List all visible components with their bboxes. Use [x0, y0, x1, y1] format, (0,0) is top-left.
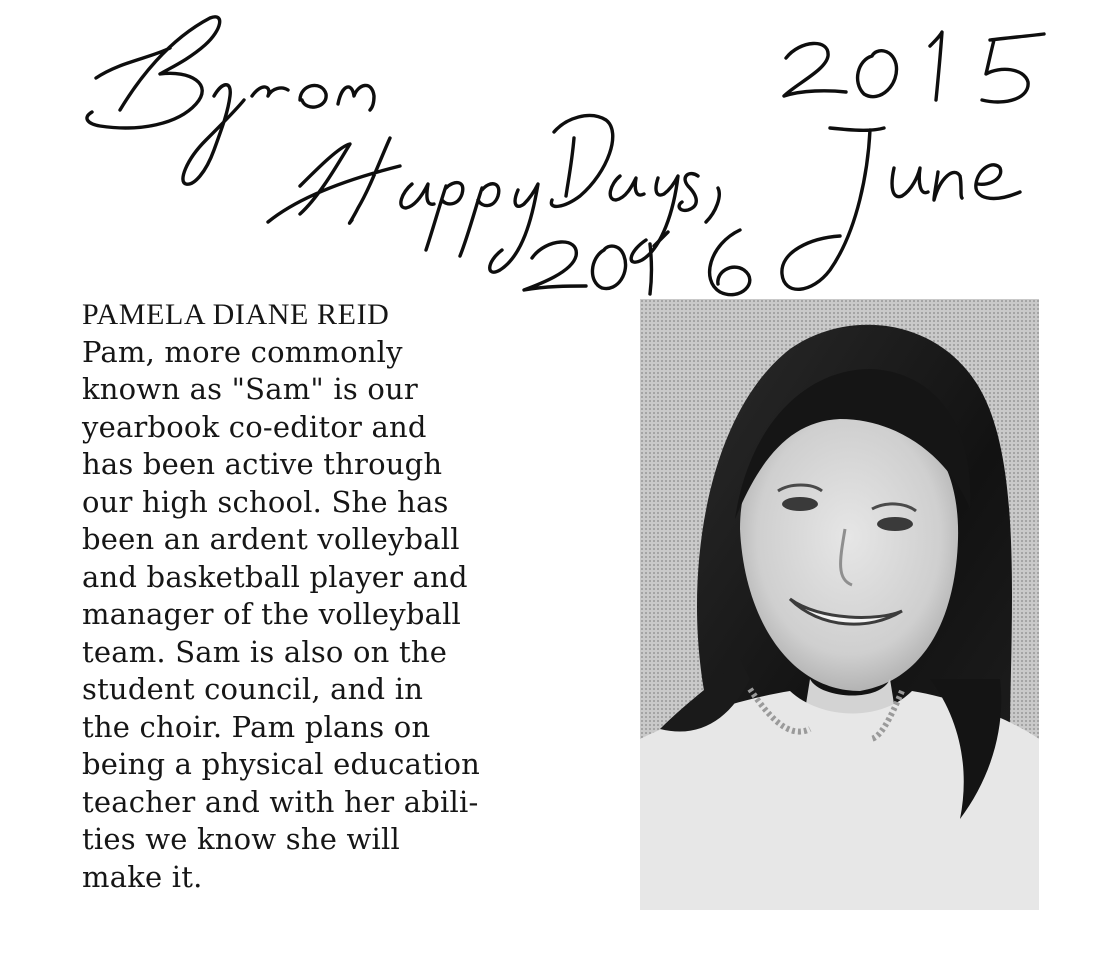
student-name: PAMELA DIANE REID — [82, 298, 390, 331]
portrait-photo — [640, 299, 1039, 910]
bio-line: team. Sam is also on the — [82, 634, 448, 669]
signature-strokes — [0, 0, 1114, 320]
bio-line: manager of the volleyball — [82, 597, 462, 631]
left-eye — [782, 497, 818, 511]
bio-line: yearbook co-editor and — [82, 409, 427, 444]
signature-byron — [87, 17, 374, 184]
handwritten-inscription — [0, 0, 1114, 320]
bio-line: has been active through — [82, 447, 443, 481]
bio-line: the choir. Pam plans on — [82, 709, 431, 744]
bio-line: being a physical education — [82, 747, 480, 781]
bio-line: known as "Sam" is our — [82, 372, 418, 406]
bio-block — [82, 296, 602, 896]
bio-line: teacher and with her abili- — [82, 784, 479, 819]
bio-line: Pam, more commonly — [82, 334, 403, 369]
bio-line: student council, and in — [82, 672, 424, 706]
signature-june — [782, 128, 1020, 289]
bio-line: ties we know she will — [82, 822, 400, 856]
bio-line: make it. — [82, 859, 203, 894]
signature-year-2015 — [784, 32, 1044, 102]
bio-line: been an ardent volleyball — [82, 522, 460, 556]
portrait-photo-icon — [640, 299, 1039, 910]
right-eye — [877, 517, 913, 531]
bio-line: and basketball player and — [82, 559, 468, 594]
bio-line: our high school. She has — [82, 484, 449, 519]
